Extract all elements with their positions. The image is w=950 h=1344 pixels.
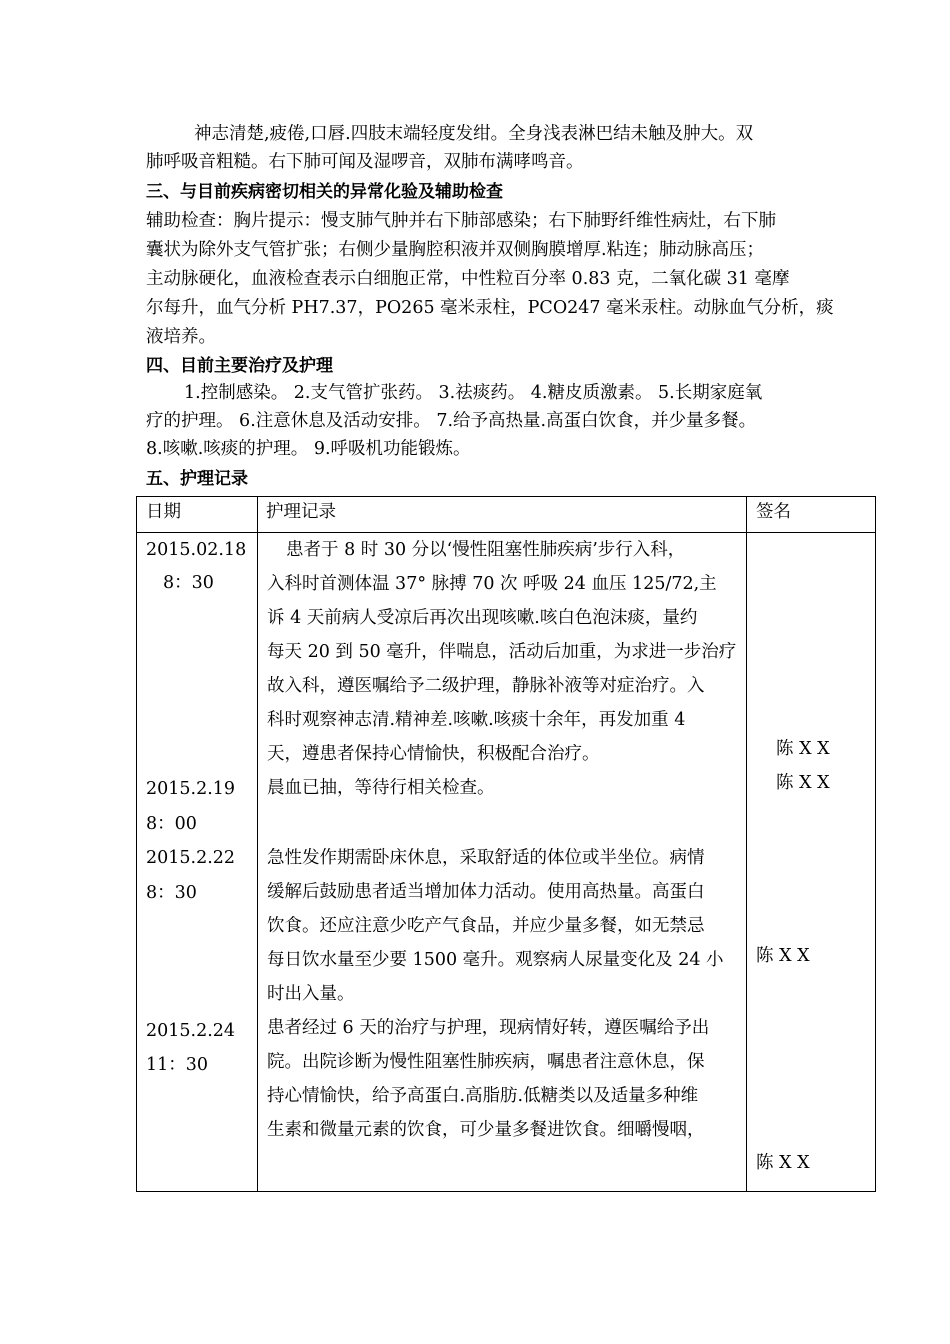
record-line-13: 时出入量。 — [267, 984, 355, 1004]
section4-line-3: 8.咳嗽.咳痰的护理。 9.呼吸机功能锻炼。 — [146, 439, 471, 459]
table-border-bottom — [136, 1191, 876, 1192]
table-col-divider-2 — [746, 496, 747, 1192]
date-entry-3: 2015.2.22 — [146, 848, 236, 868]
table-col-divider-1 — [257, 496, 258, 1192]
section4-line-2: 疗的护理。 6.注意休息及活动安排。 7.给予高热量.高蛋白饮食，并少量多餐。 — [146, 411, 757, 431]
section3-title: 三、与目前疾病密切相关的异常化验及辅助检查 — [146, 182, 503, 202]
record-line-3: 诉 4 天前病人受凉后再次出现咳嗽.咳白色泡沫痰，量约 — [267, 608, 698, 628]
record-line-9: 急性发作期需卧床休息，采取舒适的体位或半坐位。病情 — [267, 848, 705, 868]
signature-1: 陈 X X — [776, 739, 830, 759]
nursing-record-table — [136, 496, 876, 1192]
header-signature: 签名 — [756, 502, 791, 522]
table-border-top — [136, 496, 876, 497]
time-entry-4: 11：30 — [146, 1055, 209, 1075]
record-line-10: 缓解后鼓励患者适当增加体力活动。使用高热量。高蛋白 — [267, 882, 705, 902]
section3-line-1: 辅助检查：胸片提示：慢支肺气肿并右下肺部感染；右下肺野纤维性病灶，右下肺 — [146, 211, 776, 231]
exam-line-2: 肺呼吸音粗糙。右下肺可闻及湿啰音，双肺布满哮鸣音。 — [146, 152, 584, 172]
record-line-8: 晨血已抽，等待行相关检查。 — [267, 778, 495, 798]
signature-2: 陈 X X — [776, 773, 830, 793]
time-entry-3: 8：30 — [146, 883, 197, 903]
date-entry-4: 2015.2.24 — [146, 1021, 236, 1041]
record-line-14: 患者经过 6 天的治疗与护理，现病情好转，遵医嘱给予出 — [267, 1018, 710, 1038]
section3-line-5: 液培养。 — [146, 327, 216, 347]
section3-line-2: 囊状为除外支气管扩张；右侧少量胸腔积液并双侧胸膜增厚.粘连；肺动脉高压； — [146, 240, 765, 260]
section3-line-4: 尔每升，血气分析 PH7.37，PO265 毫米汞柱，PCO247 毫米汞柱。动脉血气分析，痰 — [146, 298, 834, 318]
section5-title: 五、护理记录 — [146, 469, 248, 489]
date-entry-1: 2015.02.18 — [146, 540, 247, 560]
date-entry-2: 2015.2.19 — [146, 779, 236, 799]
record-line-15: 院。出院诊断为慢性阻塞性肺疾病，嘱患者注意休息，保 — [267, 1052, 705, 1072]
record-line-12: 每日饮水量至少要 1500 毫升。观察病人尿量变化及 24 小 — [267, 950, 724, 970]
exam-line-1: 神志清楚,疲倦,口唇.四肢末端轻度发绀。全身浅表淋巴结未触及肿大。双 — [194, 124, 754, 144]
record-line-7: 天，遵患者保持心情愉快，积极配合治疗。 — [267, 744, 600, 764]
header-record: 护理记录 — [266, 502, 336, 522]
record-line-2: 入科时首测体温 37° 脉搏 70 次 呼吸 24 血压 125/72,主 — [267, 574, 717, 594]
record-line-11: 饮食。还应注意少吃产气食品，并应少量多餐，如无禁忌 — [267, 916, 705, 936]
time-entry-1: 8：30 — [163, 573, 214, 593]
record-line-16: 持心情愉快，给予高蛋白.高脂肪.低糖类以及适量多种维 — [267, 1086, 699, 1106]
record-line-1: 患者于 8 时 30 分以‘慢性阻塞性肺疾病’步行入科， — [286, 540, 686, 560]
header-date: 日期 — [146, 502, 181, 522]
signature-3: 陈 X X — [756, 946, 810, 966]
signature-4: 陈 X X — [756, 1153, 810, 1173]
time-entry-2: 8：00 — [146, 814, 197, 834]
table-border-left — [136, 496, 137, 1192]
section3-line-3: 主动脉硬化，血液检查表示白细胞正常，中性粒百分率 0.83 克，二氧化碳 31 毫摩 — [146, 269, 790, 289]
section4-line-1: 1.控制感染。 2.支气管扩张药。 3.祛痰药。 4.糖皮质激素。 5.长期家庭氧 — [184, 383, 763, 403]
table-header-divider — [136, 532, 876, 533]
table-border-right — [875, 496, 876, 1192]
section4-title: 四、目前主要治疗及护理 — [146, 356, 333, 376]
record-line-6: 科时观察神志清.精神差.咳嗽.咳痰十余年，再发加重 4 — [267, 710, 686, 730]
record-line-5: 故入科，遵医嘱给予二级护理，静脉补液等对症治疗。入 — [267, 676, 705, 696]
record-line-4: 每天 20 到 50 毫升，伴喘息，活动后加重，为求进一步治疗 — [267, 642, 737, 662]
record-line-17: 生素和微量元素的饮食，可少量多餐进饮食。细嚼慢咽， — [267, 1120, 705, 1140]
